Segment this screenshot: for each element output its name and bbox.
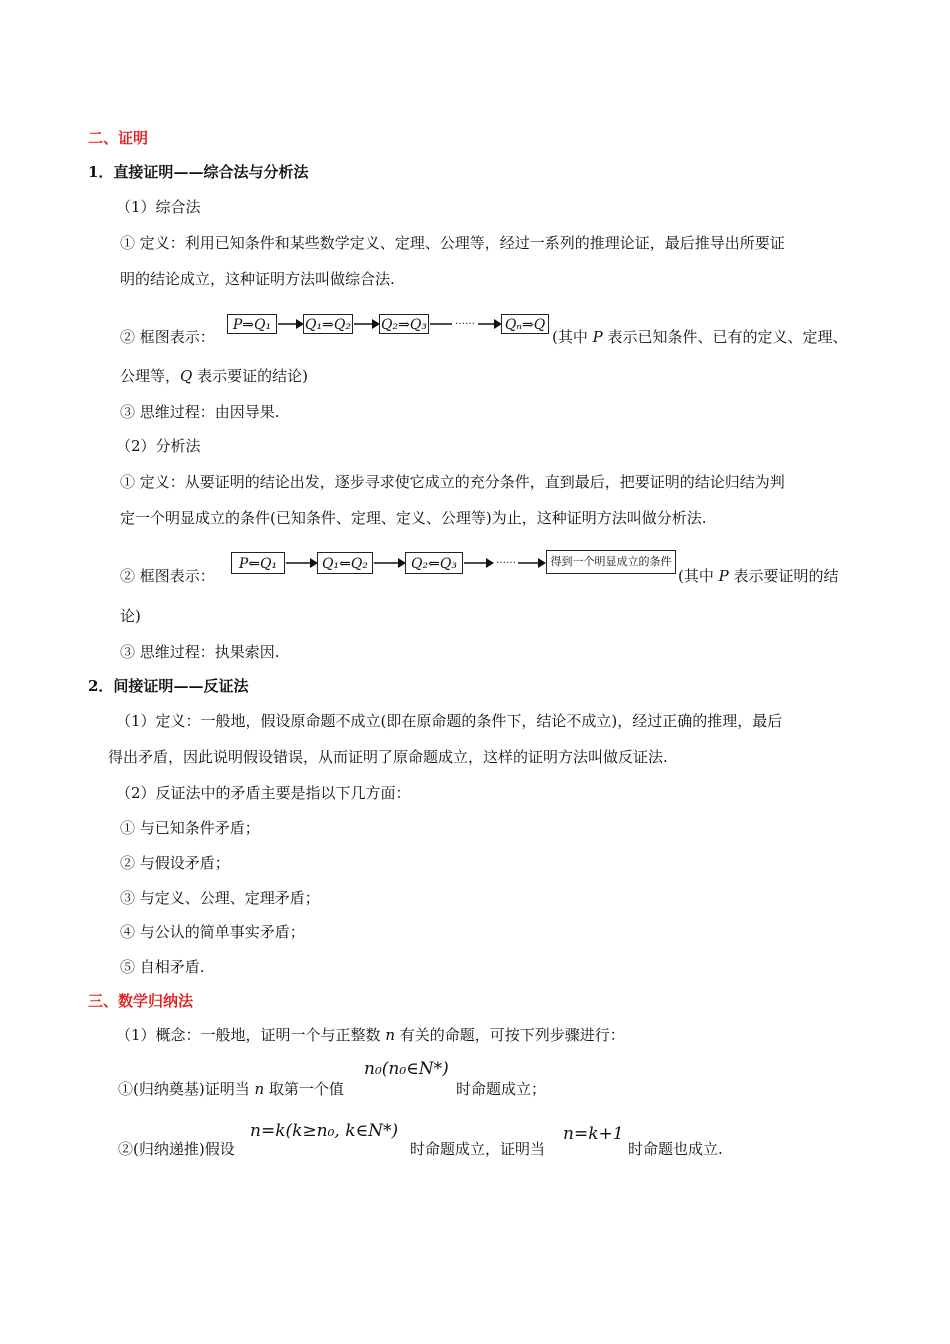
analytic-def-line1: ① 定义：从要证明的结论出发，逐步寻求使它成立的充分条件，直到最后，把要证明的结论归结为判 bbox=[120, 473, 785, 491]
analytic-note-line2: 论) bbox=[120, 607, 141, 625]
synthetic-note-line2: 公理等，Q 表示要证的结论) bbox=[120, 367, 308, 385]
induction-step2-math2: n=k+1 bbox=[563, 1124, 624, 1144]
analytic-box-1: P⇐Q₁ bbox=[231, 552, 285, 574]
synthetic-box-1: P⇒Q₁ bbox=[227, 314, 277, 334]
induction-step1-text: ①(归纳奠基)证明当 n 取第一个值 bbox=[118, 1080, 344, 1098]
synthetic-arrow-1 bbox=[278, 318, 304, 330]
contradiction-aspects-heading: （2）反证法中的矛盾主要是指以下几方面： bbox=[116, 784, 411, 802]
contradiction-aspect-5: ⑤ 自相矛盾. bbox=[120, 958, 205, 976]
contradiction-aspect-3: ③ 与定义、公理、定理矛盾； bbox=[120, 889, 320, 907]
analytic-heading: （2）分析法 bbox=[116, 437, 201, 455]
analytic-final-box: 得到一个明显成立的条件 bbox=[546, 550, 676, 574]
induction-step2-text: ②(归纳递推)假设 bbox=[118, 1140, 235, 1158]
induction-step2-end: 时命题也成立. bbox=[628, 1140, 723, 1158]
contradiction-aspect-4: ④ 与公认的简单事实矛盾； bbox=[120, 923, 305, 941]
synthetic-heading: （1）综合法 bbox=[116, 198, 201, 216]
synthetic-def-line2: 明的结论成立，这种证明方法叫做综合法. bbox=[120, 270, 395, 288]
synthetic-box-2: Q₁⇒Q₂ bbox=[303, 314, 353, 334]
synthetic-thinking: ③ 思维过程：由因导果. bbox=[120, 403, 280, 421]
analytic-def-line2: 定一个明显成立的条件(已知条件、定理、定义、公理等)为止，这种证明方法叫做分析法. bbox=[120, 509, 707, 527]
analytic-note-line1: (其中 P 表示要证明的结 bbox=[678, 567, 839, 585]
contradiction-def-line1: （1）定义：一般地，假设原命题不成立(即在原命题的条件下，结论不成立)，经过正确的推理，最后 bbox=[116, 712, 783, 730]
synthetic-dots: …… bbox=[455, 316, 475, 327]
indirect-proof-title: 2．间接证明——反证法 bbox=[88, 677, 249, 695]
synthetic-arrow-2 bbox=[354, 318, 380, 330]
direct-proof-title: 1．直接证明——综合法与分析法 bbox=[88, 163, 309, 181]
induction-step2-mid: 时命题成立，证明当 bbox=[410, 1140, 546, 1158]
induction-concept: （1）概念：一般地，证明一个与正整数 n 有关的命题，可按下列步骤进行： bbox=[116, 1026, 625, 1044]
synthetic-def-line1: ① 定义：利用已知条件和某些数学定义、定理、公理等，经过一系列的推理论证，最后推导出所要证 bbox=[120, 234, 785, 252]
synthetic-box-4: Qₙ⇒Q bbox=[501, 314, 549, 334]
contradiction-aspect-2: ② 与假设矛盾； bbox=[120, 854, 230, 872]
synthetic-note-line1: (其中 P 表示已知条件、已有的定义、定理、 bbox=[552, 328, 848, 346]
contradiction-aspect-1: ① 与已知条件矛盾； bbox=[120, 819, 260, 837]
section-title-proof: 二、证明 bbox=[88, 129, 149, 147]
synthetic-diagram-label: ② 框图表示： bbox=[120, 328, 215, 346]
section-title-induction: 三、数学归纳法 bbox=[88, 992, 194, 1010]
analytic-thinking: ③ 思维过程：执果索因. bbox=[120, 643, 280, 661]
induction-step1-end: 时命题成立； bbox=[456, 1080, 547, 1098]
analytic-diagram-label: ② 框图表示： bbox=[120, 567, 215, 585]
induction-step1-math: n₀(n₀∈N*) bbox=[364, 1059, 449, 1079]
contradiction-def-line2: 得出矛盾，因此说明假设错误，从而证明了原命题成立，这样的证明方法叫做反证法. bbox=[108, 748, 668, 766]
analytic-box-3: Q₂⇐Q₃ bbox=[405, 552, 463, 574]
induction-step2-math: n=k(k≥n₀, k∈N*) bbox=[250, 1121, 399, 1141]
analytic-arrow-1 bbox=[286, 557, 318, 569]
analytic-arrow-2 bbox=[374, 557, 406, 569]
analytic-dots: …… bbox=[496, 555, 516, 566]
analytic-box-2: Q₁⇐Q₂ bbox=[317, 552, 373, 574]
synthetic-box-3: Q₂⇒Q₃ bbox=[379, 314, 429, 334]
